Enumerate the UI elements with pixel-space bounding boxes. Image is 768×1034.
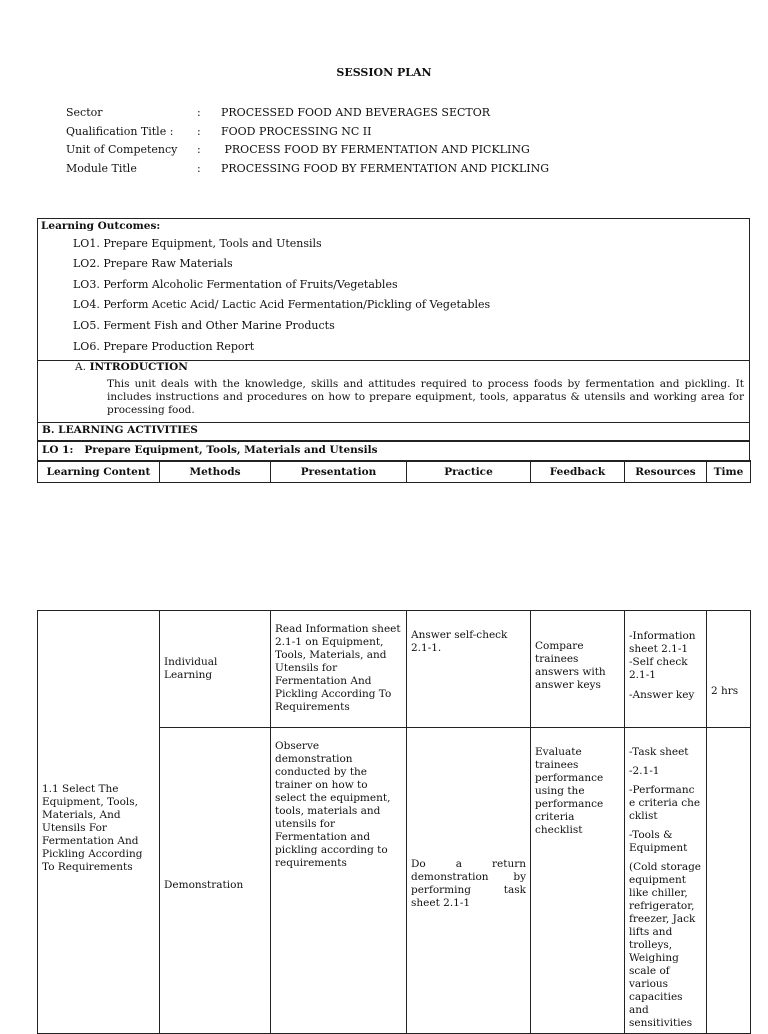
practice-text: Do a return demonstration by performing task sheet 2.1-1 xyxy=(411,858,526,909)
feedback-text: Evaluate trainees performance using the performance criteria checklist xyxy=(535,746,604,836)
method-text: Demonstration xyxy=(164,879,244,891)
resource-item: -Task sheet xyxy=(629,746,689,758)
presentation-cell xyxy=(271,611,407,728)
learning-content-cell xyxy=(38,611,160,1034)
meta-colon: : xyxy=(197,106,201,119)
meta-colon: : xyxy=(197,124,201,138)
resource-item: -Self check 2.1-1 xyxy=(629,656,688,681)
meta-label: Qualification Title : xyxy=(66,124,174,138)
feedback-text: Compare trainees answers with answer keys xyxy=(535,640,606,691)
lo1-label: LO 1: Prepare Equipment, Tools, Materials and Utensils xyxy=(42,444,378,456)
introduction-title: INTRODUCTION xyxy=(89,361,188,373)
meta-label: Sector xyxy=(66,106,103,119)
meta-colon: : xyxy=(197,161,201,175)
resource-item: -Tools & Equipment xyxy=(629,829,688,854)
feedback-cell xyxy=(531,728,625,1034)
presentation-text: Read Information sheet 2.1-1 on Equipment, Tools, Materials, and Utensils for Fermentation And Pickling According To Requirements xyxy=(275,623,401,713)
time-cell xyxy=(707,611,751,728)
resource-item: -2.1-1 xyxy=(629,765,660,777)
header-practice: Practice xyxy=(407,461,531,483)
feedback-cell xyxy=(531,611,625,728)
meta-label: Module Title xyxy=(66,161,137,175)
meta-colon: : xyxy=(197,143,201,156)
learning-outcome-item: LO5. Ferment Fish and Other Marine Products xyxy=(73,319,335,332)
learning-outcome-item: LO2. Prepare Raw Materials xyxy=(73,257,233,270)
page-title: SESSION PLAN xyxy=(336,66,432,79)
learning-activities-bar xyxy=(37,422,750,441)
resource-item: -Answer key xyxy=(629,689,695,701)
time-text: 2 hrs xyxy=(711,685,739,697)
practice-cell xyxy=(407,728,531,1034)
introduction-text: This unit deals with the knowledge, skills and attitudes required to process foods by fermentation and pickling. It includes instructions and procedures on how to prepare equipment, tools, apparatus & utensils and working area for processing food. xyxy=(107,378,744,416)
learning-outcome-item: LO3. Perform Alcoholic Fermentation of Fruits/Vegetables xyxy=(73,278,398,291)
activities-header-table xyxy=(37,460,751,483)
method-text: Individual Learning xyxy=(164,656,218,681)
practice-cell xyxy=(407,611,531,728)
meta-value: PROCESS FOOD BY FERMENTATION AND PICKLING xyxy=(221,143,530,156)
presentation-cell xyxy=(271,728,407,1034)
learning-content-text: 1.1 Select The Equipment, Tools, Materials, And Utensils For Fermentation And Pickling According To Requirements xyxy=(42,783,143,873)
presentation-text: Observe demonstration conducted by the trainer on how to select the equipment, tools, materials and utensils for Fermentation and pickling according to requirements xyxy=(275,740,391,869)
meta-value: PROCESSED FOOD AND BEVERAGES SECTOR xyxy=(221,106,491,119)
header-learning-content: Learning Content xyxy=(38,461,160,483)
resources-cell xyxy=(625,611,707,728)
learning-outcome-item: LO1. Prepare Equipment, Tools and Utensils xyxy=(73,237,322,250)
resource-item: -Performanc e criteria checklist xyxy=(629,784,701,822)
meta-label: Unit of Competency xyxy=(66,143,178,156)
header-presentation: Presentation xyxy=(271,461,407,483)
header-feedback: Feedback xyxy=(531,461,625,483)
learning-outcome-item: LO6. Prepare Production Report xyxy=(73,340,255,353)
practice-text: Answer self-check 2.1-1. xyxy=(411,629,508,654)
resource-item: (Cold storage equipment like chiller, refrigerator, freezer, Jack lifts and trolleys, Weighing scale of various capacities and sensitivities xyxy=(629,861,702,1029)
time-cell-empty xyxy=(707,728,751,1034)
introduction-letter: A. xyxy=(75,361,86,373)
learning-activities-label: B. LEARNING ACTIVITIES xyxy=(42,424,198,436)
learning-outcomes-heading: Learning Outcomes: xyxy=(41,220,161,232)
resources-cell xyxy=(625,728,707,1034)
learning-outcome-item: LO4. Perform Acetic Acid/ Lactic Acid Fermentation/Pickling of Vegetables xyxy=(73,298,491,311)
activities-body-table xyxy=(37,610,751,1034)
meta-value: PROCESSING FOOD BY FERMENTATION AND PICKLING xyxy=(221,161,550,175)
method-cell xyxy=(160,728,271,1034)
method-cell xyxy=(160,611,271,728)
introduction-heading xyxy=(75,361,188,373)
lo1-bar xyxy=(37,441,750,462)
header-time: Time xyxy=(707,461,751,483)
meta-value: FOOD PROCESSING NC II xyxy=(221,124,372,138)
header-resources: Resources xyxy=(625,461,707,483)
resource-item: -Information sheet 2.1-1 xyxy=(629,630,696,655)
header-methods: Methods xyxy=(160,461,271,483)
